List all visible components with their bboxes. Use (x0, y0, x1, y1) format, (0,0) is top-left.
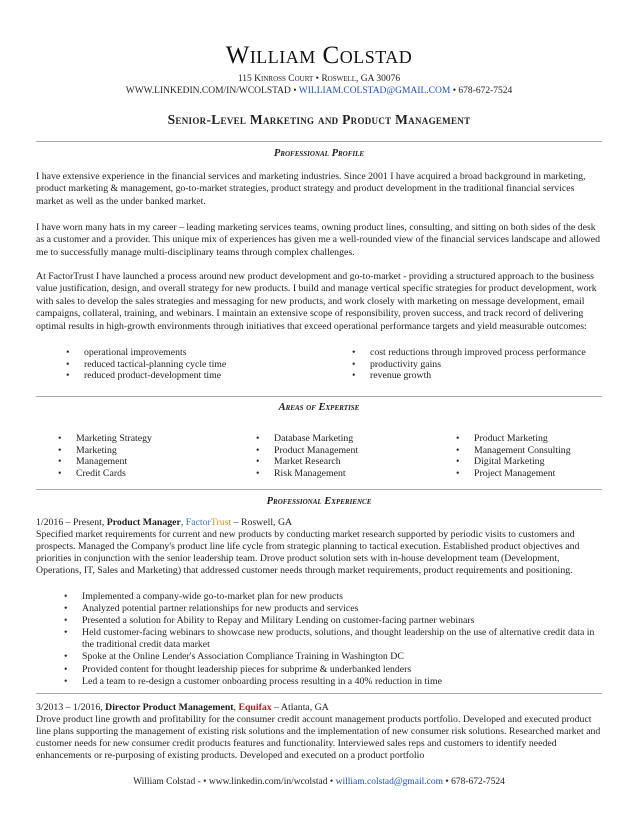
list-item: • Held customer-facing webinars to showcase new products, solutions, and thought leadership on the use of alternative credit data in the traditional credit data market (64, 627, 604, 651)
list-item: • productivity gains (352, 359, 614, 371)
list-item: • Market Research (256, 456, 436, 468)
list-item: • Product Marketing (456, 433, 606, 445)
job-heading: 1/2016 – Present, Product Manager, FactorTrust – Roswell, GA (36, 517, 293, 528)
list-item: • Implemented a company-wide go-to-market plan for new products (64, 591, 604, 603)
divider (36, 396, 602, 397)
phone-number: 678-672-7524 (458, 86, 513, 96)
experience-section-title: Professional Experience (266, 496, 372, 507)
company-name: FactorTrust (185, 517, 232, 528)
list-item: • Marketing Strategy (58, 433, 238, 445)
list-item: • Project Management (456, 468, 606, 480)
list-item: • Led a team to re-design a customer onboarding process resulting in a 40% reduction in time (64, 676, 604, 688)
page-footer: William Colstad - • www.linkedin.com/in/wcolstad • william.colstad@gmail.com • 678-672-7524 (133, 777, 505, 787)
job-bullets (64, 591, 604, 688)
expertise-column-1 (58, 433, 238, 479)
divider (36, 489, 602, 490)
job-location: – Atlanta, GA (271, 702, 329, 713)
job-summary: Specified market requirements for current and new products by conducting market research supported by periodic visits to customers and prospects. Managed the Company's product line life cycle from strategic planning to tactical execution. Established product objectives and priorities in conjunction with the senior leadership team. Drove product solution sets with in-house development team (Development, Operations, IT, Sales and Marketing) that addressed customer needs through market requirements, product requirements and positioning. (36, 529, 580, 577)
list-item: • operational improvements (66, 347, 326, 359)
linkedin-url[interactable]: WWW.LINKEDIN.COM/IN/WCOLSTAD (125, 86, 291, 96)
outcomes-list-right (352, 347, 614, 382)
list-item: • cost reductions through improved process performance (352, 347, 614, 359)
list-item: • reduced tactical-planning cycle time (66, 359, 326, 371)
profile-section-title: Professional Profile (273, 148, 365, 159)
profile-paragraph-3: At FactorTrust I have launched a process around new product development and go-to-market - providing a structured approach to the business value justification, design, and overall strategy for new products. I build and manage vertical specific strategies for product development, work with sales to develop the sales strategies and messaging for new products, and work closely with marketing on message development, email campaigns, collateral, training, and webinars. I maintain an extensive scope of responsibility, proven success, and track record of delivering optimal results in high-growth environments through initiatives that exceed operational performance targets and yield measurable outcomes: (36, 271, 597, 332)
expertise-section-title: Areas of Expertise (278, 402, 360, 413)
address-line: 115 Kinross Court • Roswell, GA 30076 (237, 74, 401, 84)
list-item: • Provided content for thought leadership pieces for subprime & underbanked lenders (64, 664, 604, 676)
company-name: Equifax (238, 702, 272, 713)
footer-linkedin[interactable]: www.linkedin.com/in/wcolstad (208, 777, 328, 787)
footer-name: William Colstad - (133, 777, 204, 787)
divider (36, 141, 602, 142)
expertise-column-2 (256, 433, 436, 479)
list-item: • Digital Marketing (456, 456, 606, 468)
outcomes-list-left (66, 347, 326, 382)
profile-paragraph-1: I have extensive experience in the financial services and marketing industries. Since 2001 I have acquired a broad background in marketing, product marketing & management, go-to-market strategies, product strategy and product development in the traditional financial services market as well as the under banked market. (36, 171, 586, 207)
list-item: • reduced product-development time (66, 370, 326, 382)
profile-paragraph-2: I have worn many hats in my career – leading marketing services teams, owning product lines, consulting, and sitting on both sides of the desk as a customer and a provider. This unique mix of experiences has given me a well-rounded view of the financial services landscape and allowed me to successfully manage multi-disciplinary teams through complex challenges. (36, 222, 601, 258)
headline: Senior-Level Marketing and Product Management (167, 112, 471, 127)
candidate-name: William Colstad (225, 42, 413, 69)
job-heading: 3/2013 – 1/2016, Director Product Management, Equifax – Atlanta, GA (36, 702, 329, 713)
list-item: • Management (58, 456, 238, 468)
list-item: • Spoke at the Online Lender's Association Compliance Training in Washington DC (64, 651, 604, 663)
list-item: • revenue growth (352, 370, 614, 382)
email-link[interactable]: WILLIAM.COLSTAD@GMAIL.COM (298, 86, 451, 96)
list-item: • Marketing (58, 445, 238, 457)
expertise-column-3 (456, 433, 606, 479)
job-dates: 1/2016 – Present, (36, 517, 107, 528)
job-summary: Drove product line growth and profitability for the consumer credit account management products portfolio. Developed and executed product line plans supporting the management of existing risk solutions and the implementation of new consumer risk solutions. Researched market and customer needs for new consumer credit products features and functionality. Interviewed sales reps and customers to identify needed enhancements or re-purposing of existing products. Developed and executed on a product portfolio (36, 714, 601, 762)
job-title: Product Manager (106, 517, 181, 528)
job-dates: 3/2013 – 1/2016, (36, 702, 106, 713)
list-item: • Management Consulting (456, 445, 606, 457)
job-location: – Roswell, GA (231, 517, 293, 528)
list-item: • Database Marketing (256, 433, 436, 445)
list-item: • Analyzed potential partner relationships for new products and services (64, 603, 604, 615)
list-item: • Credit Cards (58, 468, 238, 480)
contact-line: WWW.LINKEDIN.COM/IN/WCOLSTAD • WILLIAM.COLSTAD@GMAIL.COM • 678-672-7524 (125, 86, 513, 96)
list-item: • Product Management (256, 445, 436, 457)
divider (36, 693, 602, 694)
list-item: • Presented a solution for Ability to Repay and Military Lending on customer-facing partner webinars (64, 615, 604, 627)
job-title: Director Product Management (105, 702, 234, 713)
list-item: • Risk Management (256, 468, 436, 480)
footer-phone: 678-672-7524 (451, 777, 505, 787)
footer-email-link[interactable]: william.colstad@gmail.com (335, 777, 444, 787)
